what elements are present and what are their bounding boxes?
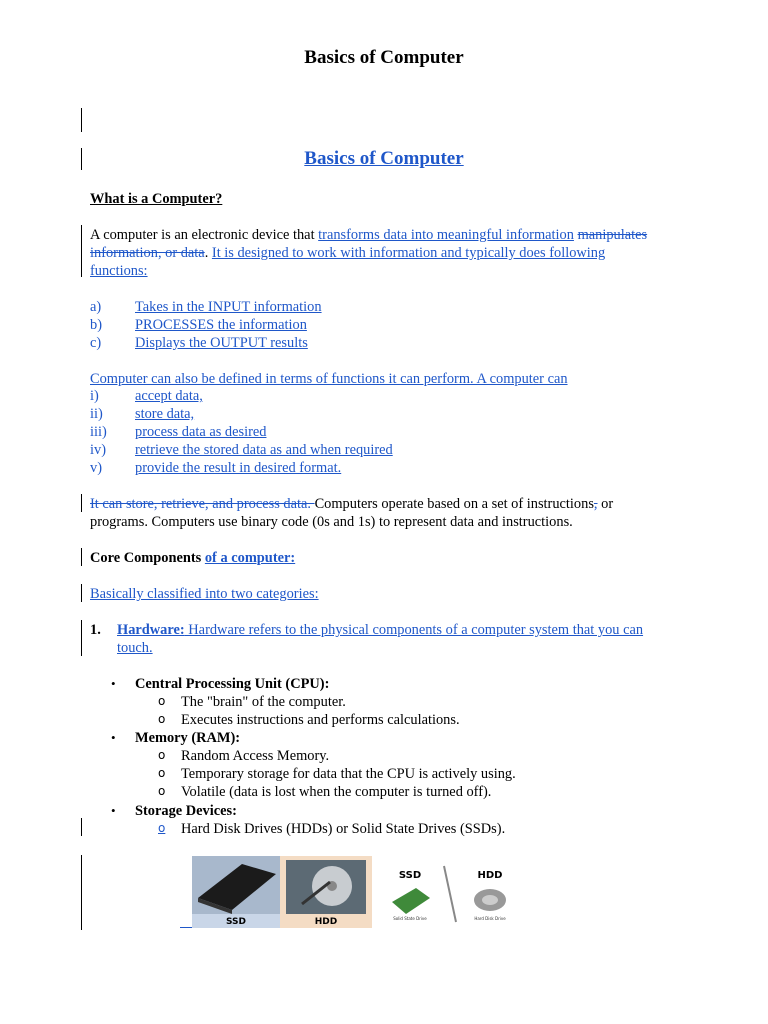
hdd-label: HDD — [314, 917, 338, 927]
sub-list-item: Random Access Memory. — [181, 748, 330, 764]
circle-bullet-icon: o — [158, 694, 166, 708]
ssd-label: SSD — [225, 917, 247, 927]
ssd-caption: Solid State Drive — [393, 916, 427, 921]
list-item: iii) process data as desired — [90, 424, 267, 440]
page-header-title: Basics of Computer — [304, 47, 464, 68]
insert-underline — [166, 820, 180, 836]
list-item: i) accept data, — [90, 388, 203, 404]
hdd-caption: Hard Disk Drive — [474, 916, 506, 921]
ssd-hdd-image — [192, 856, 518, 928]
circle-bullet-icon: o — [158, 766, 166, 780]
bullet-icon: • — [111, 730, 116, 745]
list-item: a) Takes in the INPUT information — [90, 299, 322, 315]
paragraph-line: functions: — [90, 263, 148, 279]
document-heading: Basics of Computer — [304, 148, 464, 169]
change-bar — [81, 620, 82, 656]
list-item: b) PROCESSES the information — [90, 317, 307, 333]
paragraph-line: touch. — [117, 640, 153, 656]
change-bar — [81, 548, 82, 566]
circle-bullet-icon: o — [158, 712, 166, 726]
sub-list-item: Executes instructions and performs calculations. — [181, 712, 460, 728]
list-item: ii) store data, — [90, 406, 195, 422]
bullet-icon: • — [111, 803, 116, 818]
list-item: iv) retrieve the stored data as and when required — [90, 442, 393, 458]
paragraph-line: information, or data. It is designed to work with information and typically does following — [90, 245, 606, 261]
bullet-title: Memory (RAM): — [135, 730, 241, 746]
sub-list-item: Volatile (data is lost when the computer is turned off). — [181, 784, 492, 800]
sub-list-item: Hard Disk Drives (HDDs) or Solid State Drives (SSDs). — [181, 821, 506, 837]
paragraph-line: A computer is an electronic device that transforms data into meaningful information manipulates — [90, 227, 648, 243]
change-bar — [81, 855, 82, 930]
paragraph-line: It can store, retrieve, and process data. Computers operate based on a set of instructions, or — [90, 496, 614, 512]
paragraph-line: Basically classified into two categories: — [90, 586, 319, 602]
section-heading-what-is: What is a Computer? — [90, 191, 223, 207]
circle-bullet-icon: o — [158, 821, 166, 835]
circle-bullet-icon: o — [158, 748, 166, 762]
hardware-number: 1. — [90, 622, 101, 638]
bullet-icon: • — [111, 676, 116, 691]
hdd-label: HDD — [477, 870, 503, 881]
change-bar — [81, 108, 82, 132]
sub-list-item: The "brain" of the computer. — [181, 694, 346, 710]
change-bar — [81, 225, 82, 277]
list-item: v) provide the result in desired format. — [90, 460, 342, 476]
sub-list-item: Temporary storage for data that the CPU is actively using. — [181, 766, 516, 782]
section-heading-core: Core Components of a computer: — [90, 550, 296, 566]
ssd-label: SSD — [398, 870, 422, 881]
change-bar — [81, 818, 82, 836]
change-bar — [81, 494, 82, 512]
paragraph-line: programs. Computers use binary code (0s and 1s) to represent data and instructions. — [90, 514, 573, 530]
bullet-title: Central Processing Unit (CPU): — [135, 676, 330, 692]
bullet-title: Storage Devices: — [135, 803, 237, 819]
circle-bullet-icon: o — [158, 784, 166, 798]
change-bar — [81, 584, 82, 602]
hardware-heading: Hardware: Hardware refers to the physical components of a computer system that you can — [117, 622, 644, 638]
list-item: c) Displays the OUTPUT results — [90, 335, 308, 351]
paragraph-line: Computer can also be defined in terms of functions it can perform. A computer can — [90, 371, 568, 387]
